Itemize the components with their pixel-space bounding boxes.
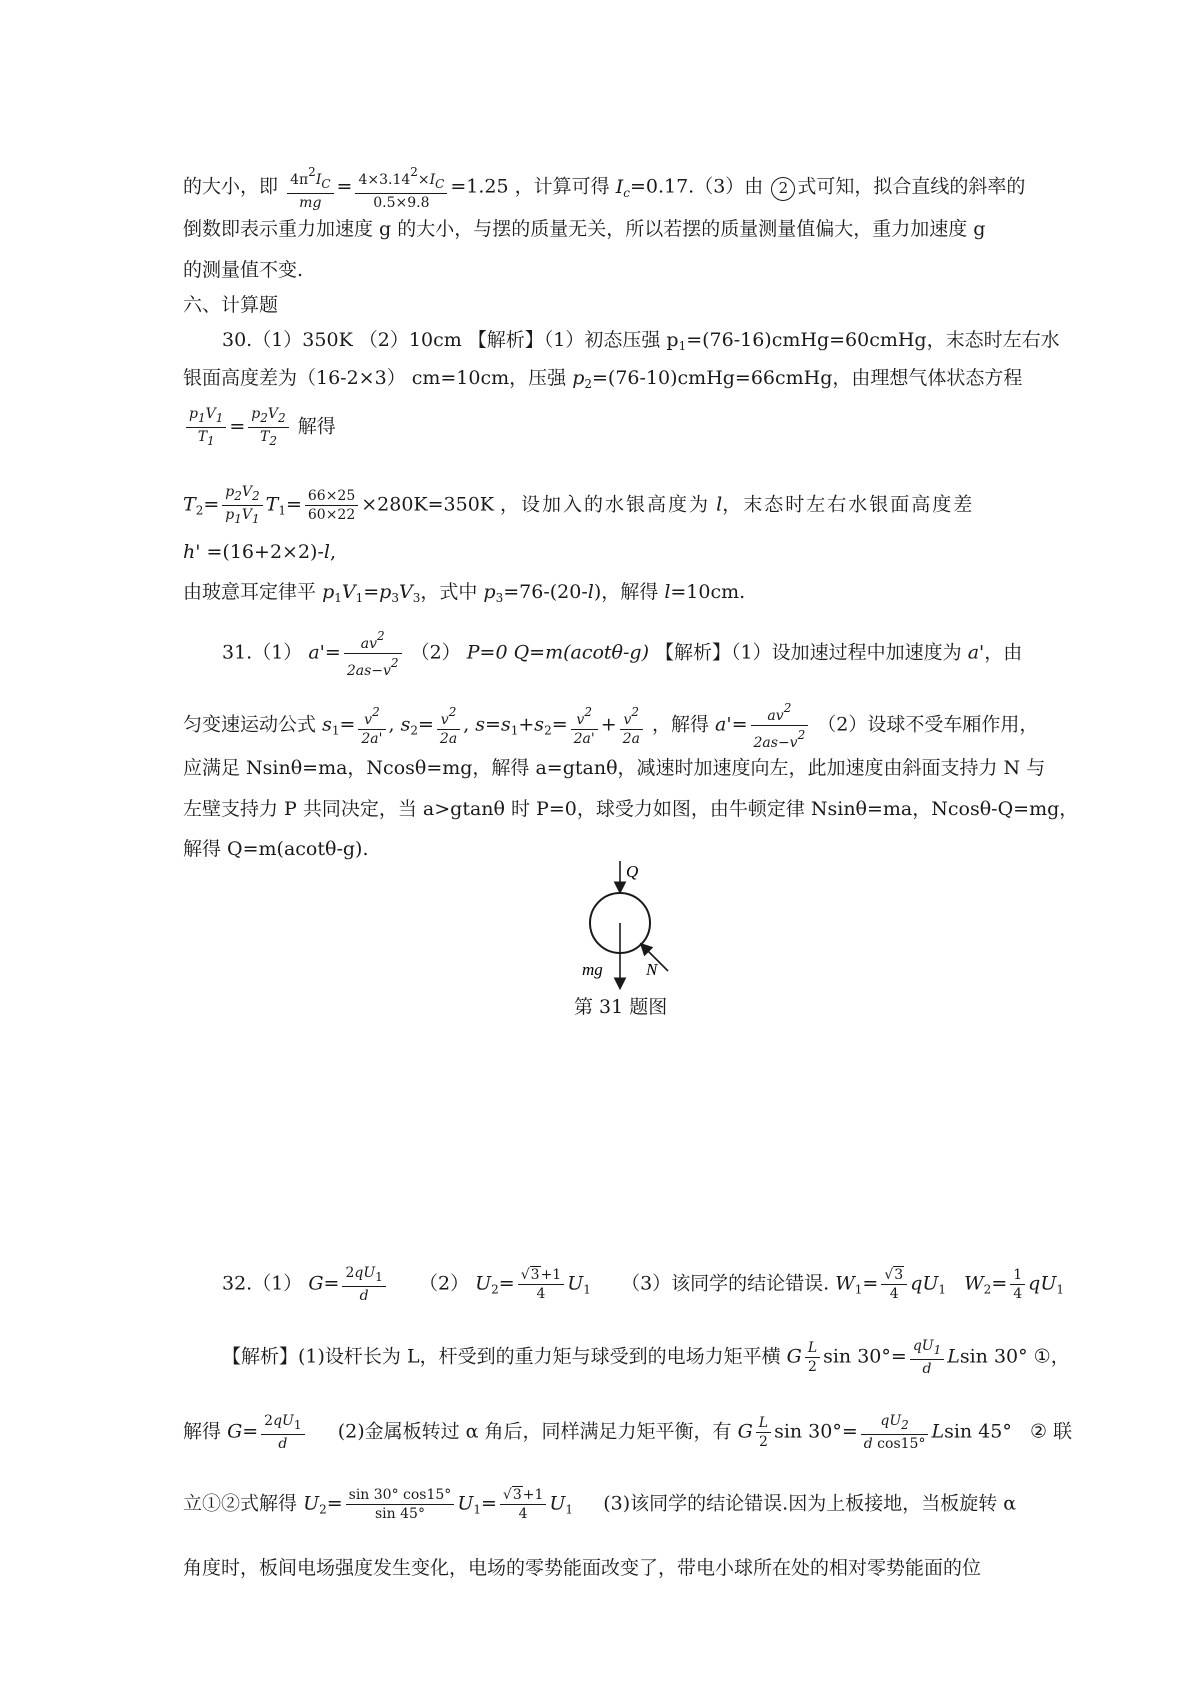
q29-line-2: 倒数即表示重力加速度 g 的大小，与摆的质量无关，所以若摆的质量测量值偏大，重力加速度 g	[183, 218, 986, 240]
formula-fraction: $\frac{L}{2}$	[756, 1415, 771, 1450]
label-n: N	[646, 960, 658, 979]
formula-fraction: $\frac{av2}{2as-v2}$	[751, 700, 809, 751]
figure-caption: 第 31 题图	[574, 996, 668, 1018]
text: 32.（1）	[222, 1272, 303, 1295]
formula-fraction: $\frac{√3}{4}$	[881, 1267, 907, 1302]
q30-line-3: $\frac{p1V1}{T1}$ = $\frac{p2V2}{T2}$ 解得	[183, 406, 336, 449]
text: ①，	[1033, 1345, 1070, 1368]
text: =(76-10)cmHg=66cmHg，由理想气体状态方程	[592, 367, 1023, 389]
formula-fraction: $\frac{√3+1}{4}$	[500, 1487, 546, 1522]
circled-number: 2	[771, 177, 795, 201]
text: 匀变速运动公式	[183, 713, 317, 736]
text: ，式中	[420, 581, 478, 603]
formula-fraction: $\frac{v2}{2a}$	[620, 704, 643, 747]
text: 解得	[183, 1420, 222, 1443]
section-title: 六、计算题	[183, 294, 279, 316]
q31-line-1: 31.（1） a'= $\frac{av2}{2as-v2}$ （2） P=0 Q=m(acotθ-g) 【解析】（1）设加速过程中加速度为 a'，由	[222, 629, 1023, 679]
q32-line-4: 立①②式解得 $U_2=$ $\frac{\sin 30^\circ \cos 15^\circ}{\sin 45^\circ}$ $U_1=$ $\frac{√3+1}{4}$ $U_1$ (3)该同学的结论错误.因为上板接地，当板旋转 α	[183, 1487, 1017, 1522]
formula-fraction: $\frac{p2V2}{T2}$	[248, 406, 288, 449]
text: 【解析】(1)设杆长为 L，杆受到的重力矩与球受到的电场力矩平横	[222, 1345, 781, 1368]
q30-line-6: 由玻意耳定律平 $p_1V_1=p_3V_3$，式中 $p_3=76-(20-l)$，解得 l=10cm.	[183, 581, 746, 605]
label-mg: mg	[582, 960, 603, 979]
q30-line-5: h' =(16+2×2)-l,	[183, 541, 336, 563]
q32-line-2: 【解析】(1)设杆长为 L，杆受到的重力矩与球受到的电场力矩平横 G $\frac{L}{2}$ sin 30°= $\frac{qU1}{d}$ Lsin 30° ①，	[222, 1338, 1070, 1377]
text: =76-(20-	[503, 581, 588, 603]
q32-line-1: 32.（1） G= $\frac{2qU1}{d}$ （2） $U_2=$ $\frac{√3+1}{4}$ $U_1$ （3）该同学的结论错误. $W_1=$ $\frac{√3}{4}$ $qU_1$ $W_2=$ $\frac{1}{4}$ $qU_1$	[222, 1265, 1064, 1304]
formula-fraction: $\frac{qU2}{\text{d cos15°}}$	[861, 1413, 929, 1452]
formula-fraction: $\frac{av2}{2as-v2}$	[344, 628, 402, 679]
text: P=0 Q=m(acotθ-g)	[466, 641, 649, 664]
force-diagram-svg	[560, 855, 690, 990]
formula-fraction: $\frac{4\times 3.142\times IC}{0.5\times 9.8}$	[355, 164, 447, 211]
formula-fraction: $\frac{1}{4}$	[1010, 1267, 1025, 1302]
text: ，由	[984, 641, 1023, 664]
q32-line-3: 解得 G= $\frac{2qU1}{d}$ (2)金属板转过 α 角后，同样满足力矩平衡，有 G $\frac{L}{2}$ sin 30°= $\frac{qU2}{\text{d cos15°}}$ Lsin 45° ② 联	[183, 1413, 1073, 1452]
text: =(76-16)cmHg=60cmHg，末态时左右水	[686, 329, 1060, 351]
text: (2)金属板转过 α 角后，同样满足力矩平衡，有	[337, 1420, 732, 1443]
q29-line-1: 的大小，即 $\frac{4\pi 2IC}{mg}$ = $\frac{4\times 3.142\times IC}{0.5\times 9.8}$ =1.25 ，计算可得 $I_c=0.17.(3)$由 2 式可知，拟合直线的斜率的	[183, 165, 1026, 211]
text: ，末态时左右水银面高度差	[722, 493, 975, 516]
formula-fraction: $\frac{qU1}{d}$	[910, 1338, 944, 1377]
q31-line-3: 应满足 Nsinθ=ma，Ncosθ=mg，解得 a=gtanθ，减速时加速度向左，此加速度由斜面支持力 N 与	[183, 757, 1046, 779]
formula-fraction: $\frac{\sin 30^\circ \cos 15^\circ}{\sin 45^\circ}$	[346, 1487, 455, 1522]
formula-fraction: $\frac{p2V2}{p1V1}$	[222, 484, 262, 527]
text: 31.（1）	[222, 641, 303, 664]
text: (3)该同学的结论错误.因为上板接地，当板旋转 α	[603, 1492, 1017, 1515]
text: ，计算可得	[514, 175, 610, 198]
q30-line-2: 银面高度差为（16-2×3） cm=10cm，压强 $p_2=(76-10)cmHg=66cmHg$，由理想气体状态方程	[183, 367, 1023, 391]
formula-fraction: $\frac{4\pi 2IC}{mg}$	[287, 164, 333, 211]
q30-line-1: 30.（1）350K （2）10cm 【解析】（1）初态压强 $p_1=(76-16)cmHg=60cmHg$，末态时左右水	[222, 329, 1060, 353]
formula-fraction: $\frac{v2}{2a}$	[437, 704, 460, 747]
formula-fraction: $\frac{66\times 25}{60\times 22}$	[305, 488, 358, 523]
q29-line-3: 的测量值不变.	[183, 259, 304, 281]
formula-fraction: $\frac{L}{2}$	[805, 1340, 820, 1375]
label-q: Q	[626, 862, 639, 881]
text: 式可知，拟合直线的斜率的	[797, 175, 1026, 198]
formula-fraction: $\frac{2qU1}{d}$	[261, 1413, 304, 1452]
formula-fraction: $\frac{p1V1}{T1}$	[186, 406, 226, 449]
formula-fraction: $\frac{2qU1}{d}$	[342, 1265, 385, 1304]
text: 【解析】（1）设加速过程中加速度为	[655, 641, 962, 664]
text: 30.（1）350K （2）10cm 【解析】（1）初态压强 p	[222, 329, 679, 351]
text: 的大小，即	[183, 175, 279, 198]
text: 立①②式解得	[183, 1492, 298, 1515]
text: （3）该同学的结论错误.	[621, 1272, 830, 1295]
text: ，设加入的水银高度为	[500, 493, 711, 516]
text: （2）	[419, 1272, 470, 1295]
text: （2）	[410, 641, 461, 664]
formula-fraction: $\frac{v2}{2a'}$	[571, 704, 598, 747]
text: 由玻意耳定律平	[183, 581, 317, 603]
text: )，解得	[593, 581, 659, 603]
formula-fraction: $\frac{v2}{2a'}$	[358, 704, 385, 747]
text: （2）设球不受车厢作用，	[817, 713, 1039, 736]
text: ② 联	[1029, 1420, 1073, 1443]
text: =0.17.（3）由	[629, 175, 764, 198]
q31-line-4: 左壁支持力 P 共同决定，当 a>gtanθ 时 P=0，球受力如图，由牛顿定律 Nsinθ=ma，Ncosθ-Q=mg，	[183, 798, 1079, 820]
q30-line-4: $T_2=$ $\frac{p2V2}{p1V1}$ $T_1=$ $\frac{66\times 25}{60\times 22}$ ×280K=350K ，设加入的水银高度为 l，末态时左右水银面高度差	[183, 484, 975, 526]
q32-line-5: 角度时，板间电场强度发生变化，电场的零势能面改变了，带电小球所在处的相对零势能面的位	[183, 1557, 982, 1579]
q31-line-2: 匀变速运动公式 $s_1=$ $\frac{v2}{2a'}$ , $s_2=$ $\frac{v2}{2a}$ , $s=s_1+s_2=$ $\frac{v2}{2a'}$ + $\frac{v2}{2a}$ ，解得 a'= $\frac{av2}{2as-v2}$ （2）设球不受车厢作用，	[183, 701, 1039, 751]
text: =10cm.	[670, 581, 746, 603]
formula-fraction: $\frac{√3+1}{4}$	[518, 1267, 564, 1302]
text: 解得	[297, 415, 336, 438]
text: =(16+2×2)-	[206, 541, 324, 563]
text: ，解得	[651, 713, 709, 736]
force-diagram	[560, 855, 690, 994]
q31-line-5: 解得 Q=m(acotθ-g).	[183, 838, 369, 860]
text: 银面高度差为（16-2×3） cm=10cm，压强	[183, 367, 567, 389]
